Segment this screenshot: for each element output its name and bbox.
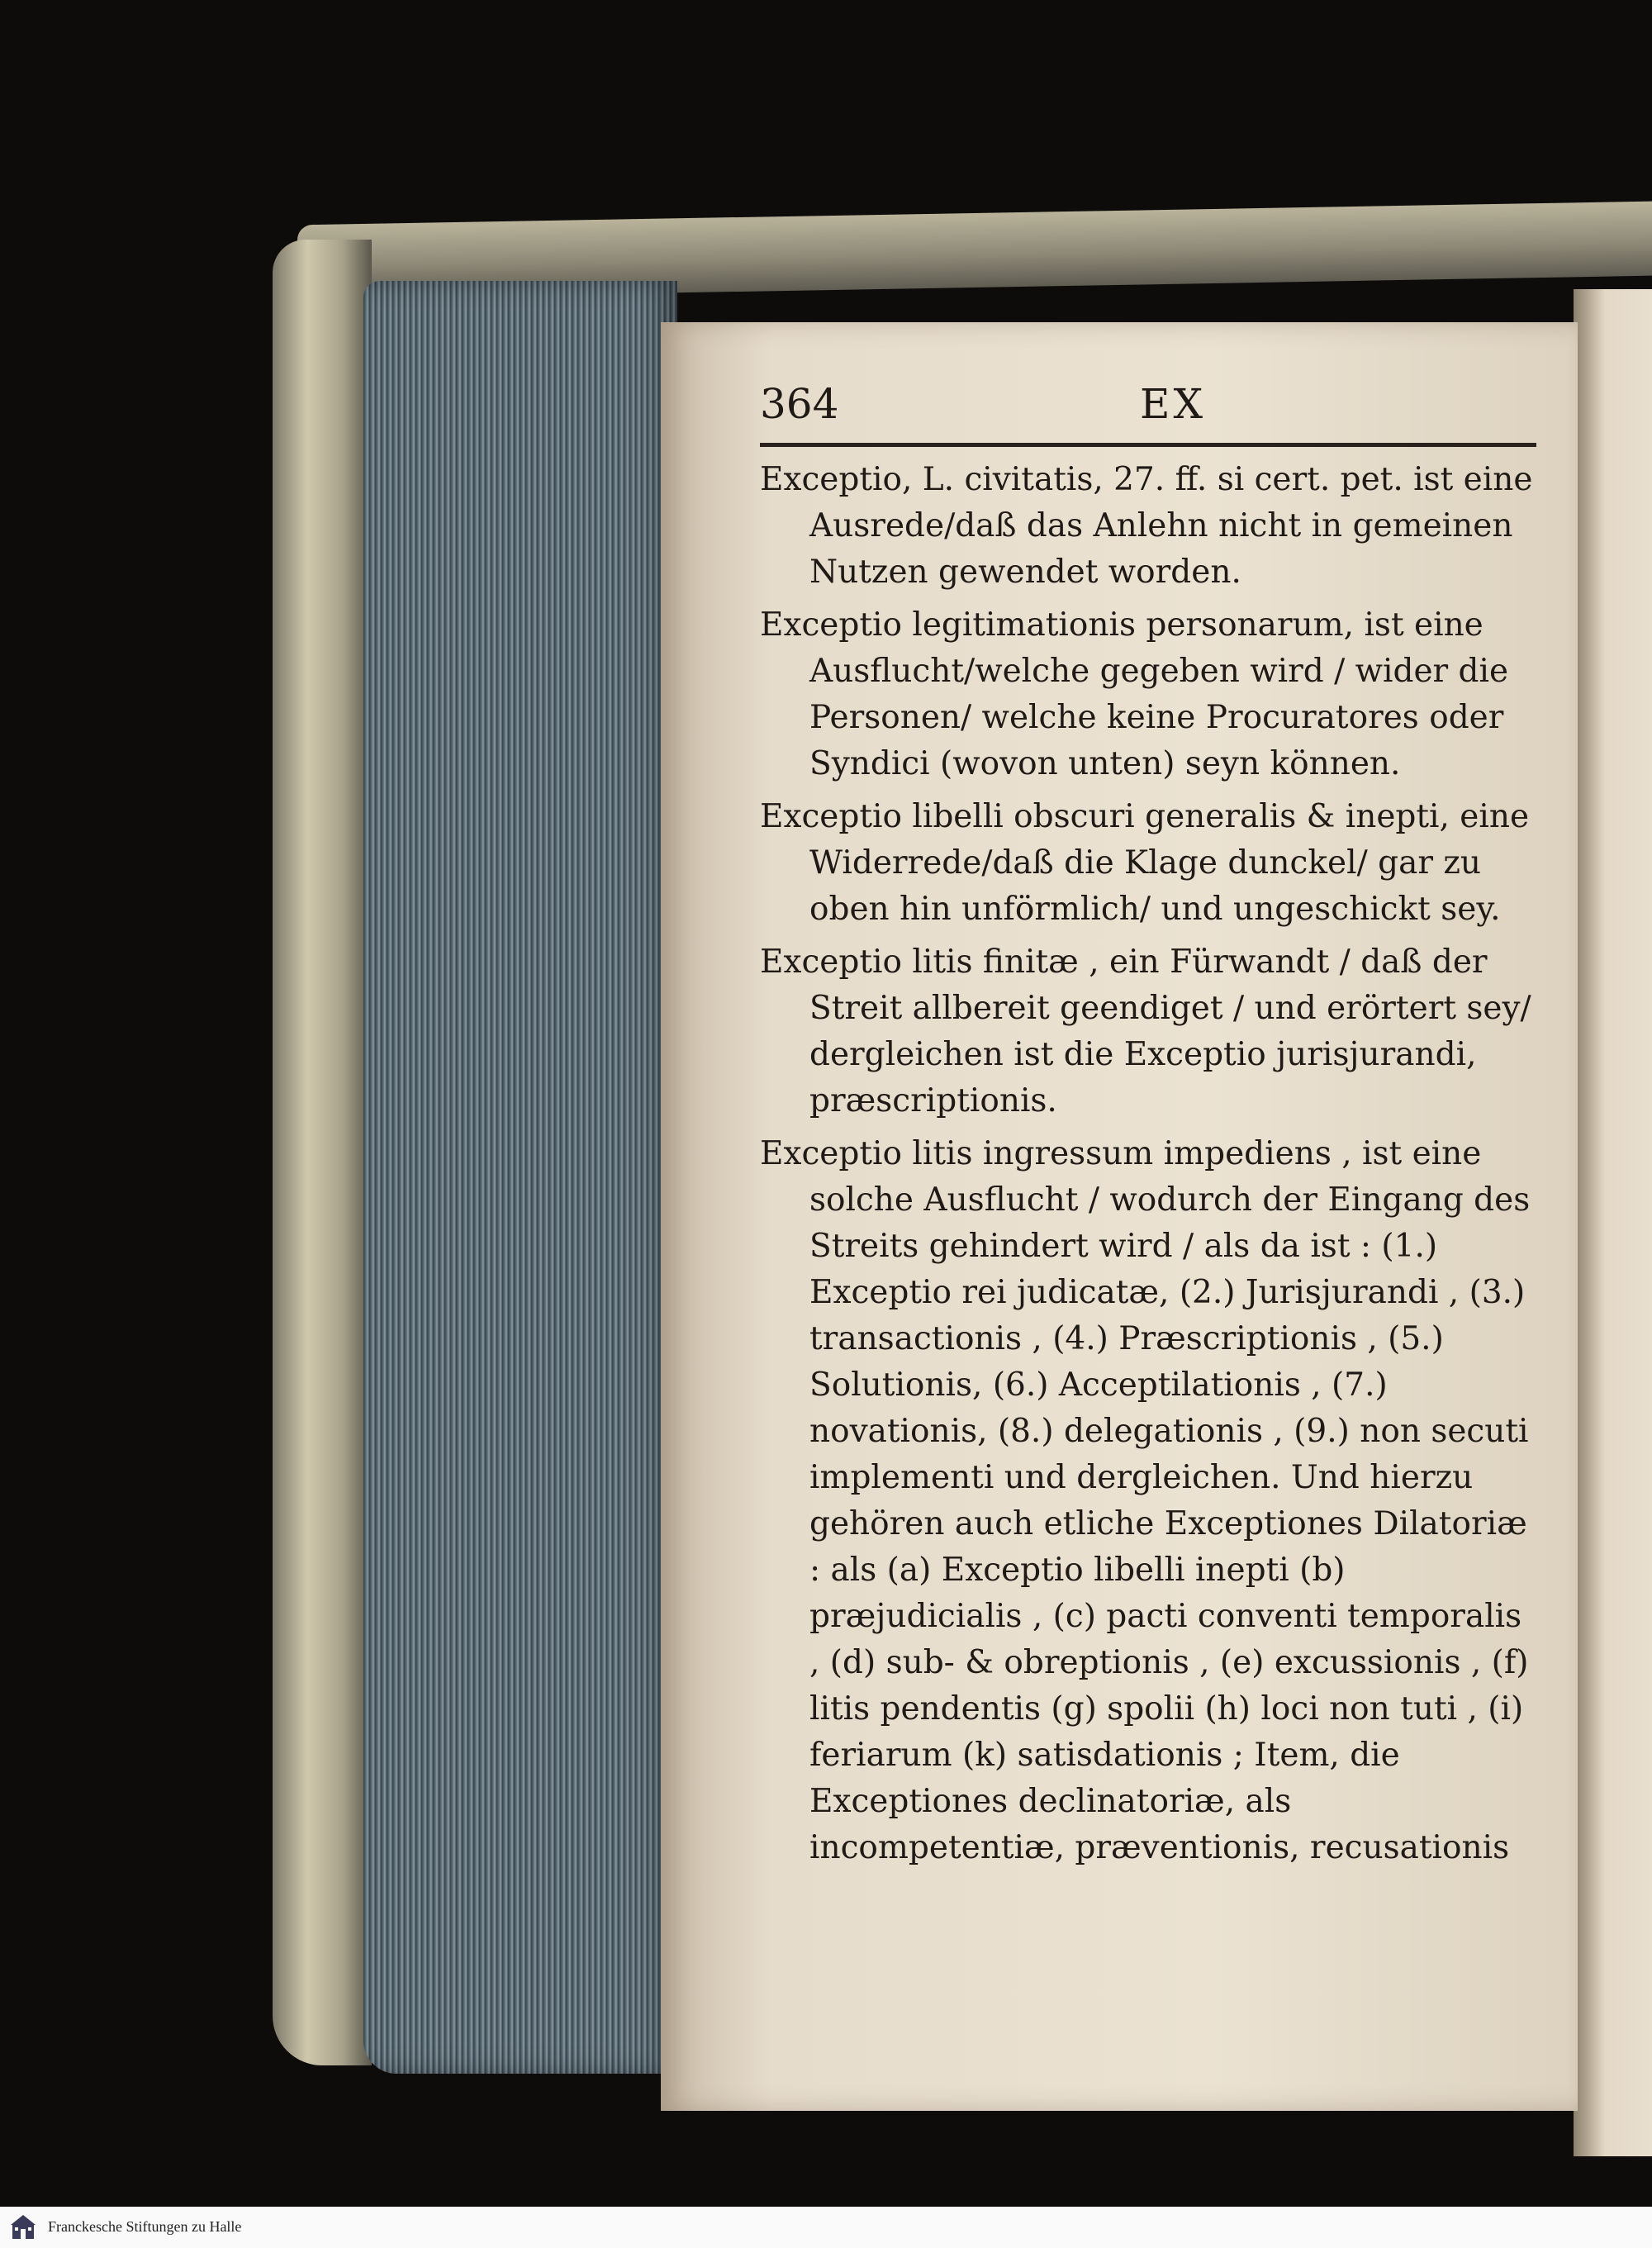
dictionary-entry: Exceptio litis finitæ , ein Fürwandt / daß der Streit allbereit geendiget / und erörtert sey/ dergleichen ist die Exceptio jurisjurandi, præscriptionis. <box>760 943 1531 1119</box>
header-rule <box>760 443 1536 447</box>
facing-page-edge <box>1574 289 1652 2156</box>
dictionary-entry: Exceptio litis ingressum impediens , ist eine solche Ausflucht / wodurch der Eingang des Streits gehindert wird / als da ist : (1.) Exceptio rei judicatæ, (2.) Jurisjurandi , (3.) transactionis , (4.) Præscriptionis , (5.) Solutionis, (6.) Acceptilationis , (7.) novationis, (8.) delegationis , (9.) non secuti implementi und dergleichen. Und hierzu gehören auch etliche Exceptiones Dilatoriæ : als (a) Exceptio libelli inepti (b) præjudicialis , (c) pacti conventi temporalis , (d) sub- & obreptionis , (e) excussionis , (f) litis pendentis (g) spolii (h) loci non tuti , (i) feriarum (k) satisdationis ; Item, die Exceptiones declinatoriæ, als incompetentiæ, præventionis, recusationis <box>760 1135 1531 1866</box>
page-number: 364 <box>760 380 839 428</box>
running-head: EX <box>1140 380 1207 428</box>
page-text-block <box>760 380 1536 1878</box>
dictionary-entry: Exceptio legitimationis personarum, ist eine Ausflucht/welche gegeben wird / wider die Personen/ welche keine Procuratores oder Syndici (wovon unten) seyn können. <box>760 606 1509 782</box>
footer-label: Franckesche Stiftungen zu Halle <box>48 2218 242 2235</box>
franckesche-stiftungen-logo-icon <box>7 2211 40 2244</box>
footer-bar <box>0 2207 1652 2248</box>
page-header <box>760 380 1536 438</box>
book-spine <box>273 240 372 2065</box>
page-edges <box>363 281 677 2074</box>
dictionary-entry: Exceptio libelli obscuri generalis & inepti, eine Widerrede/daß die Klage dunckel/ gar zu oben hin unförmlich/ und ungeschickt sey. <box>760 798 1530 928</box>
dictionary-entry: Exceptio, L. civitatis, 27. ff. si cert. pet. ist eine Ausrede/daß das Anlehn nicht in gemeinen Nutzen gewendet worden. <box>760 461 1533 591</box>
